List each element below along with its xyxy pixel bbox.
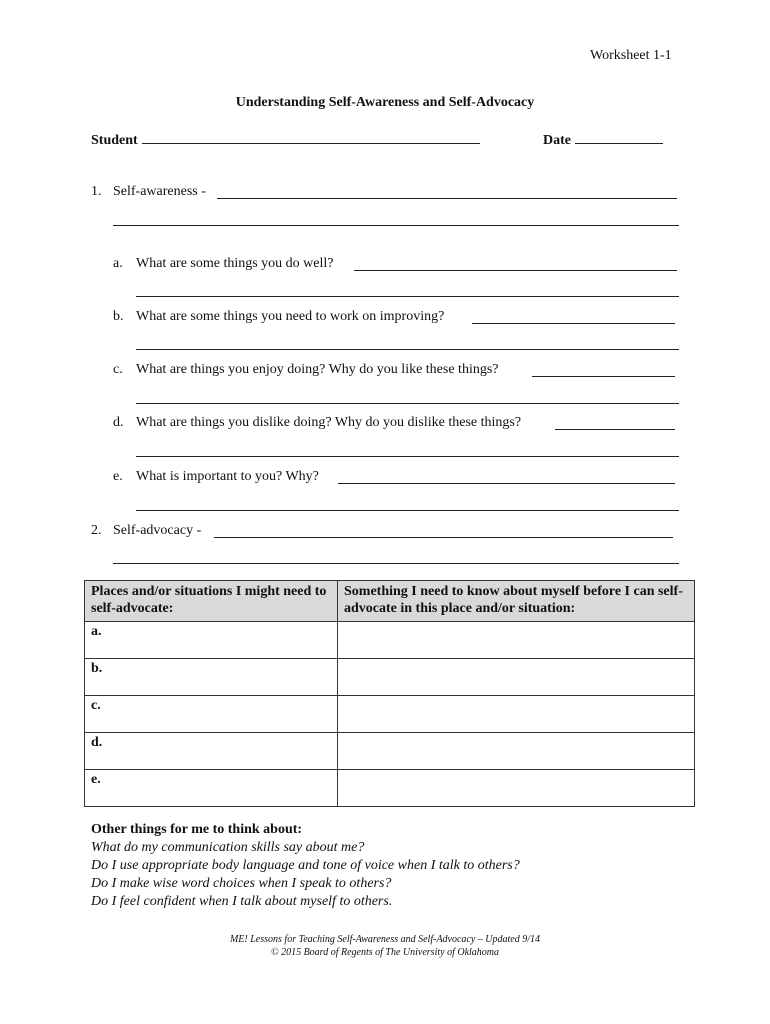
- sub-question-a-text: What are some things you do well?: [136, 256, 334, 271]
- page-title: Understanding Self-Awareness and Self-Advocacy: [235, 95, 535, 110]
- table-cell-place-c[interactable]: c.: [85, 696, 338, 733]
- question-1-number: 1.: [91, 184, 102, 199]
- question-2-label: Self-advocacy -: [113, 523, 202, 538]
- other-things-line: Do I feel confident when I talk about myself to others.: [91, 894, 393, 909]
- question-2-answer-line-2[interactable]: [113, 563, 679, 564]
- table-cell-answer-e[interactable]: [338, 770, 695, 807]
- sub-question-b-letter: b.: [113, 309, 124, 324]
- table-cell-answer-c[interactable]: [338, 696, 695, 733]
- sub-question-e-text: What is important to you? Why?: [136, 469, 319, 484]
- table-row: [85, 696, 695, 733]
- student-name-line[interactable]: [142, 130, 480, 144]
- sub-question-a-answer-line-2[interactable]: [136, 296, 679, 297]
- sub-question-b-answer-line[interactable]: [472, 323, 675, 324]
- sub-question-c-letter: c.: [113, 362, 123, 377]
- sub-question-d-text: What are things you dislike doing? Why do you dislike these things?: [136, 415, 522, 430]
- other-things-line: Do I use appropriate body language and tone of voice when I talk to others?: [91, 858, 520, 873]
- sub-question-d-answer-line-2[interactable]: [136, 456, 679, 457]
- sub-question-a-answer-line[interactable]: [354, 270, 677, 271]
- question-2-number: 2.: [91, 523, 102, 538]
- table-cell-answer-d[interactable]: [338, 733, 695, 770]
- self-advocacy-table: [84, 580, 695, 807]
- sub-question-b-text: What are some things you need to work on improving?: [136, 309, 445, 324]
- table-cell-place-e[interactable]: e.: [85, 770, 338, 807]
- question-2-answer-line[interactable]: [214, 537, 673, 538]
- question-1-answer-line[interactable]: [217, 198, 677, 199]
- table-row: [85, 770, 695, 807]
- sub-question-d-answer-line[interactable]: [555, 429, 675, 430]
- question-1-answer-line-2[interactable]: [113, 225, 679, 226]
- sub-question-b-answer-line-2[interactable]: [136, 349, 679, 350]
- sub-question-e-answer-line-2[interactable]: [136, 510, 679, 511]
- table-cell-answer-a[interactable]: [338, 622, 695, 659]
- sub-question-e-letter: e.: [113, 469, 123, 484]
- table-header-something-to-know: Something I need to know about myself before I can self-advocate in this place and/or situation:: [338, 581, 695, 622]
- date-field-row: [543, 130, 663, 149]
- table-header-row: [85, 581, 695, 622]
- table-header-places: Places and/or situations I might need to self-advocate:: [85, 581, 338, 622]
- date-line[interactable]: [575, 130, 663, 144]
- sub-question-a-letter: a.: [113, 256, 123, 271]
- table-row: [85, 622, 695, 659]
- student-field-row: [91, 130, 480, 149]
- other-things-line: What do my communication skills say about me?: [91, 840, 365, 855]
- sub-question-c-answer-line-2[interactable]: [136, 403, 679, 404]
- sub-question-d-letter: d.: [113, 415, 124, 430]
- table-row: [85, 659, 695, 696]
- sub-question-e-answer-line[interactable]: [338, 483, 675, 484]
- student-label: Student: [91, 133, 138, 148]
- table-cell-place-a[interactable]: a.: [85, 622, 338, 659]
- other-things-line: Do I make wise word choices when I speak to others?: [91, 876, 392, 891]
- footer-copyright: © 2015 Board of Regents of The University of Oklahoma: [270, 947, 500, 958]
- table-row: [85, 733, 695, 770]
- sub-question-c-text: What are things you enjoy doing? Why do you like these things?: [136, 362, 499, 377]
- table-cell-answer-b[interactable]: [338, 659, 695, 696]
- question-1-label: Self-awareness -: [113, 184, 206, 199]
- sub-question-c-answer-line[interactable]: [532, 376, 675, 377]
- date-label: Date: [543, 133, 571, 148]
- table-cell-place-b[interactable]: b.: [85, 659, 338, 696]
- footer-line-1: ME! Lessons for Teaching Self-Awareness and Self-Advocacy – Updated 9/14: [229, 934, 541, 945]
- table-cell-place-d[interactable]: d.: [85, 733, 338, 770]
- other-things-heading: Other things for me to think about:: [91, 822, 303, 837]
- worksheet-id: Worksheet 1-1: [590, 48, 672, 63]
